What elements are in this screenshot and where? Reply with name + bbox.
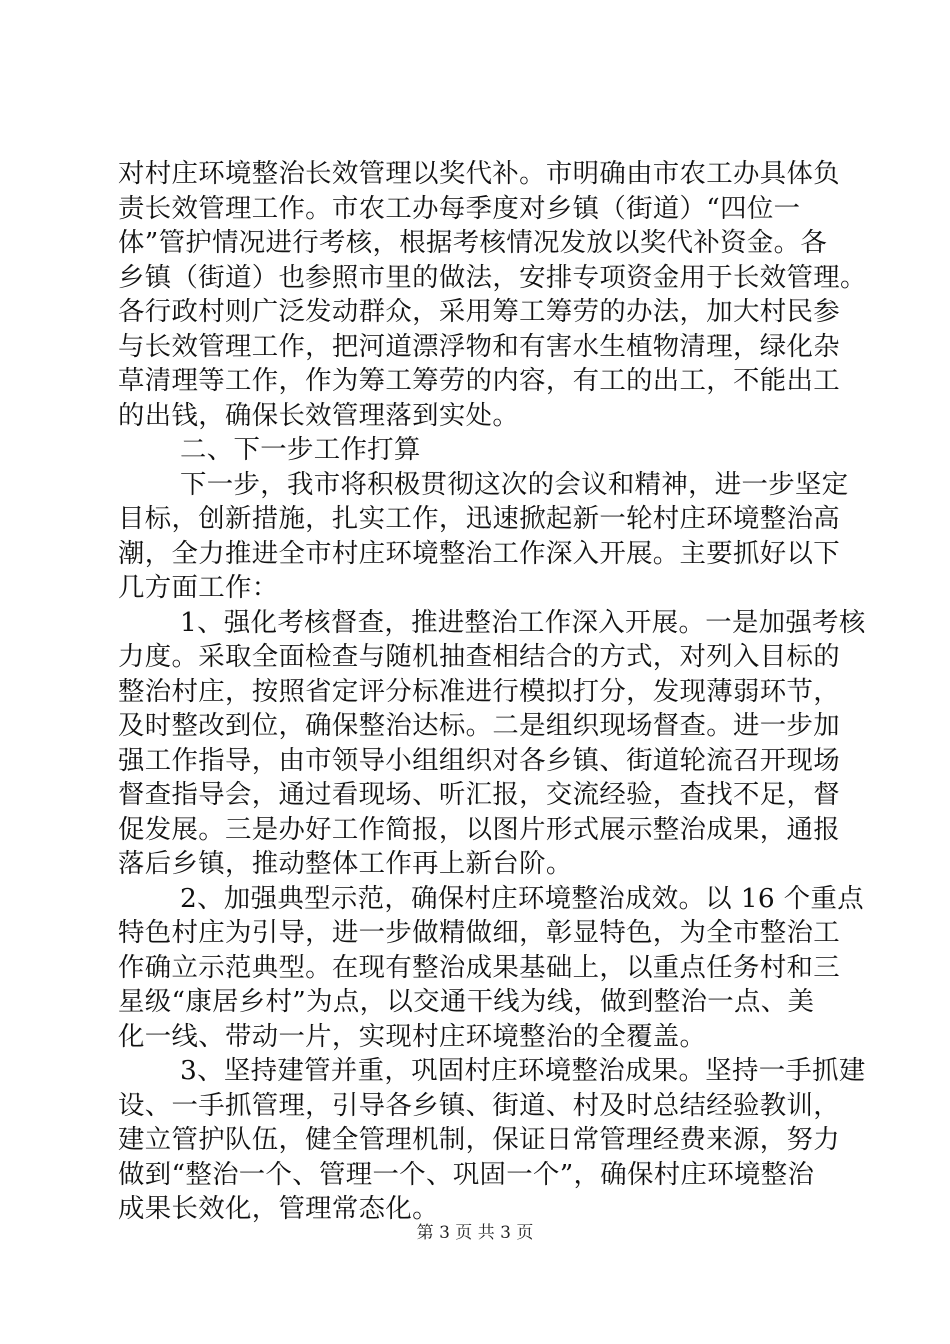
text-line: 各行政村则广泛发动群众，采用筹工筹劳的办法，加大村民参 [118,296,840,327]
page-number: 第 3 页 共 3 页 [416,1223,534,1243]
text-line: 几方面工作： [118,572,279,603]
text-line: 作确立示范典型。在现有整治成果基础上，以重点任务村和三 [118,951,840,983]
text-line: 与长效管理工作，把河道漂浮物和有害水生植物清理，绿化杂 [118,330,840,362]
section-heading: 二、下一步工作打算 [180,434,421,465]
text-line: 下一步，我市将积极贯彻这次的会议和精神，进一步坚定 [180,468,849,500]
text-line: 的出钱，确保长效管理落到实处。 [118,399,520,431]
text-line: 1、强化考核督查，推进整治工作深入开展。一是加强考核 [180,606,866,638]
text-line: 星级“康居乡村”为点，以交通干线为线，做到整治一点、美 [118,986,815,1017]
text-line: 草清理等工作，作为筹工筹劳的内容，有工的出工，不能出工 [118,365,840,396]
text-line: 建立管护队伍，健全管理机制，保证日常管理经费来源，努力 [118,1124,840,1155]
page-footer [0,1218,950,1243]
text-line: 促发展。三是办好工作简报，以图片形式展示整治成果，通报 [118,813,840,845]
text-line: 特色村庄为引导，进一步做精做细，彰显特色，为全市整治工 [118,917,840,948]
text-line: 2、加强典型示范，确保村庄环境整治成效。以 16 个重点 [180,882,864,914]
text-line: 做到“整治一个、管理一个、巩固一个”，确保村庄环境整治 [118,1158,815,1190]
text-line: 对村庄环境整治长效管理以奖代补。市明确由市农工办具体负 [118,158,840,189]
text-line: 成果长效化，管理常态化。 [118,1193,439,1224]
text-line: 整治村庄，按照省定评分标准进行模拟打分，发现薄弱环节， [118,675,840,707]
text-line: 力度。采取全面检查与随机抽查相结合的方式，对列入目标的 [118,641,840,672]
text-line: 乡镇（街道）也参照市里的做法，安排专项资金用于长效管理。 [118,261,867,293]
text-line: 设、一手抓管理，引导各乡镇、街道、村及时总结经验教训， [118,1089,840,1121]
text-line: 责长效管理工作。市农工办每季度对乡镇（街道）“四位一 [118,192,801,224]
text-line: 及时整改到位，确保整治达标。二是组织现场督查。进一步加 [118,710,840,741]
text-line: 3、坚持建管并重，巩固村庄环境整治成果。坚持一手抓建 [180,1055,866,1086]
text-line: 落后乡镇，推动整体工作再上新台阶。 [118,848,573,879]
text-line: 化一线、带动一片，实现村庄环境整治的全覆盖。 [118,1020,707,1052]
text-line: 督查指导会，通过看现场、听汇报，交流经验，查找不足，督 [118,779,840,810]
document-body [118,157,867,1227]
text-line: 强工作指导，由市领导小组组织对各乡镇、街道轮流召开现场 [118,744,840,776]
text-line: 体”管护情况进行考核，根据考核情况发放以奖代补资金。各 [118,227,828,258]
text-line: 潮，全力推进全市村庄环境整治工作深入开展。主要抓好以下 [118,537,840,569]
text-line: 目标，创新措施，扎实工作，迅速掀起新一轮村庄环境整治高 [118,503,840,534]
